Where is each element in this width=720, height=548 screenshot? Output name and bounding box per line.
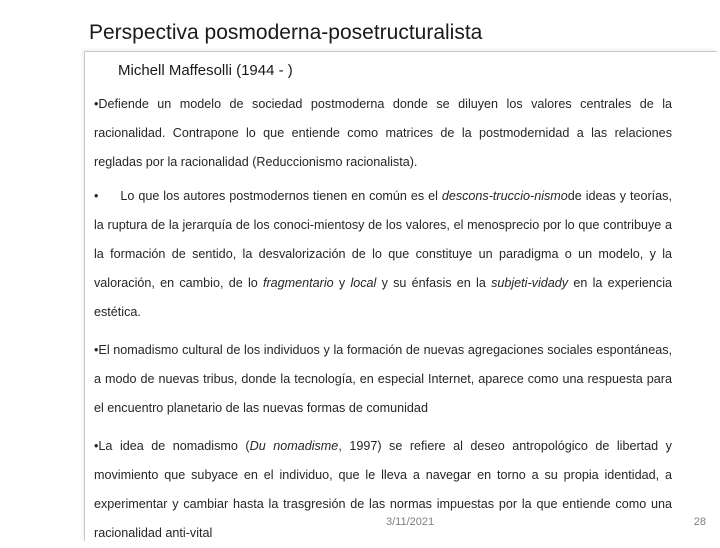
bullet: • (94, 439, 99, 453)
paragraph-2-text-c: y (333, 276, 351, 290)
paragraph-2-italic-3: local (350, 276, 377, 290)
paragraph-2-italic-1: descons-truccio-nismo (441, 189, 568, 203)
paragraph-3 (94, 336, 672, 423)
paragraph-3-text: El nomadismo cultural de los individuos y la formación de nuevas agregaciones sociales espontáneas, a modo de nuevas tribus, donde la tecnología, en especial Internet, aparece como una respuesta para el encuentro planetario de las nuevas formas de comunidad (94, 343, 672, 415)
paragraph-2-text-d: y su énfasis en la (376, 276, 492, 290)
slide-content (94, 90, 672, 548)
paragraph-2 (94, 182, 672, 327)
paragraph-2-text-a: Lo que los autores postmodernos tienen en común es el (120, 189, 442, 203)
paragraph-1-text: Defiende un modelo de sociedad postmoderna donde se diluyen los valores centrales de la racionalidad. Contrapone lo que entiende como matrices de la postmodernidad a las relaciones regladas por la racionalidad (Reduccionismo racionalista). (94, 97, 672, 169)
paragraph-4-italic-1: Du nomadisme (249, 439, 339, 453)
slide-subtitle: Michell Maffesolli (1944 - ) (118, 62, 293, 79)
slide-title: Perspectiva posmoderna-posetructuralista (89, 21, 483, 44)
paragraph-2-italic-2: fragmentario (262, 276, 334, 290)
paragraph-4-text-a: La idea de nomadismo ( (98, 439, 250, 453)
paragraph-4 (94, 432, 672, 548)
paragraph-2-text-b: de ideas y teorías, la ruptura de la jerarquía de los conoci-mientosy de los valores, el menosprecio por lo que contribuye a la formación de sentido, la desvalorización de lo que constituye un paradigma o un modelo, y la valoración, en cambio, de lo (94, 189, 672, 290)
bullet: • (94, 343, 99, 357)
bullet: • (94, 97, 99, 111)
page-number: 28 (693, 516, 706, 528)
footer-date: 3/11/2021 (386, 516, 435, 528)
paragraph-2-text-e: en la experiencia estética. (94, 276, 673, 319)
paragraph-1 (94, 90, 672, 177)
paragraph-2-italic-4: subjeti-vidady (491, 276, 569, 290)
paragraph-4-text-b: , 1997) se refiere al deseo antropológico de libertad y movimiento que subyace en el individuo, que le lleva a navegar en torno a su propia identidad, a experimentar y cambiar hasta la trasgresión de las normas impuestas por la que entiende como una racionalidad anti-vital (94, 439, 672, 540)
bullet: • (94, 189, 99, 203)
